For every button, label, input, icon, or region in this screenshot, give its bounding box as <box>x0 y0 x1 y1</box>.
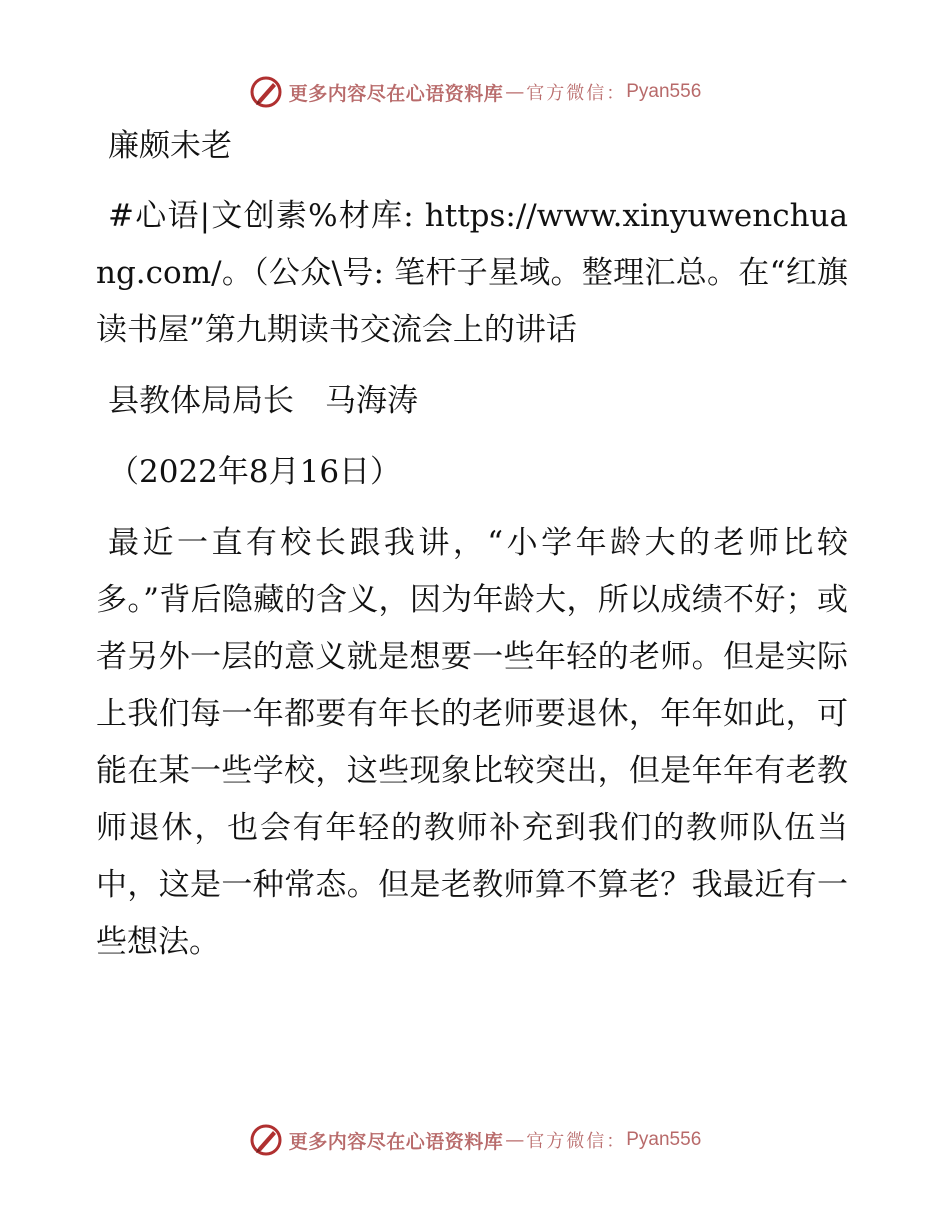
document-title: 廉颇未老 <box>108 128 232 164</box>
date-line: （2022年8月16日） <box>108 454 402 490</box>
banner-text: 更多内容尽在心语资料库 <box>288 82 504 105</box>
footer-banner <box>0 1120 950 1160</box>
pen-logo-icon <box>249 1123 283 1157</box>
banner-separator: — <box>505 1129 525 1151</box>
banner-wechat-id: Pyan556 <box>626 81 702 102</box>
author-line: 县教体局局长 马海涛 <box>108 383 418 419</box>
pen-logo-icon <box>249 75 283 109</box>
header-banner <box>0 72 950 112</box>
document-body <box>96 118 848 971</box>
banner-wechat-id: Pyan556 <box>626 1129 702 1150</box>
banner-wechat-label: 官方微信： <box>526 1131 627 1152</box>
banner-wechat-label: 官方微信： <box>526 83 627 104</box>
source-line: #心语|文创素%材库: https://www.xinyuwenchuang.com/。（公众\号: 笔杆子星域。整理汇总。在“红旗读书屋”第九期读书交流会上的讲话 <box>96 198 848 348</box>
banner-separator: — <box>505 81 525 103</box>
banner-text: 更多内容尽在心语资料库 <box>288 1130 504 1153</box>
body-paragraph: 最近一直有校长跟我讲，“小学年龄大的老师比较多。”背后隐藏的含义，因为年龄大，所以成绩不好；或者另外一层的意义就是想要一些年轻的老师。但是实际上我们每一年都要有年长的老师要退休，年年如此，可能在某一些学校，这些现象比较突出，但是年年有老教师退休，也会有年轻的教师补充到我们的教师队伍当中，这是一种常态。但是老教师算不算老？我最近有一些想法。 <box>96 525 848 960</box>
